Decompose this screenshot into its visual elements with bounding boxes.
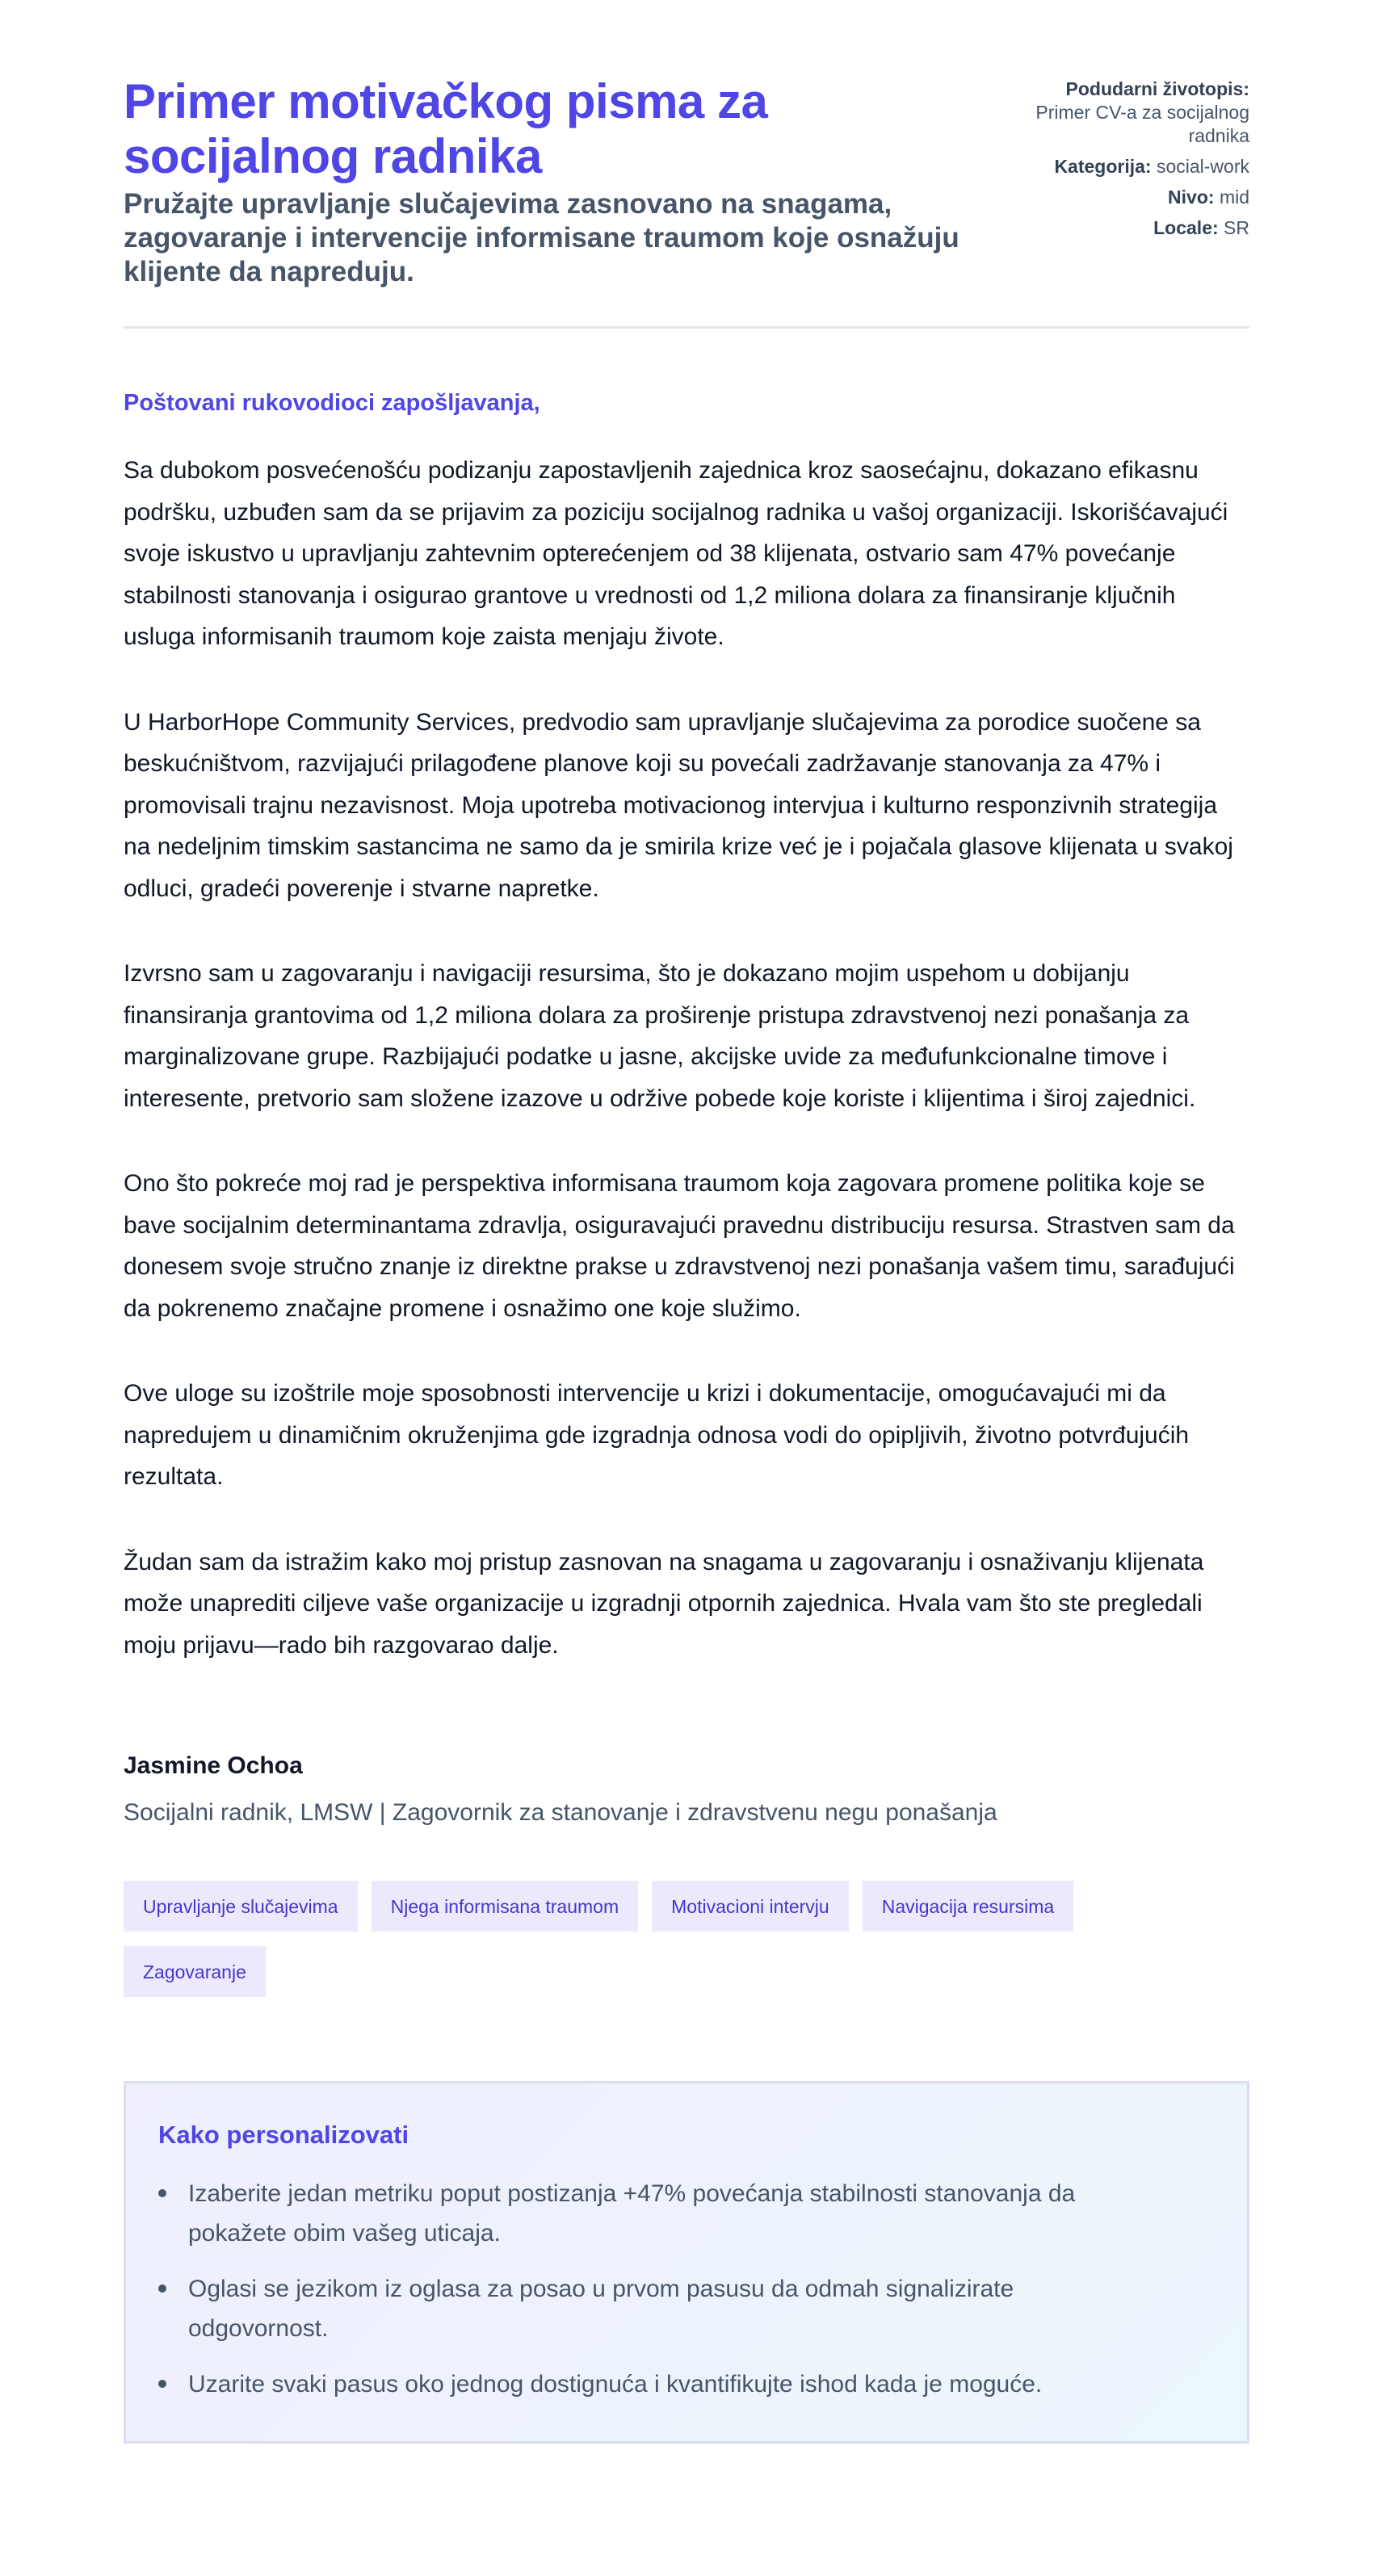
tip-item: [158, 2174, 1160, 2253]
meta-category: [1008, 155, 1249, 178]
page-subtitle: Pružajte upravljanje slučajevima zasnovano na snagama, zagovaranje i intervencije informisane traumom koje osnažuju klijente da napreduju.: [124, 188, 959, 287]
meta-locale-value: SR: [1224, 217, 1249, 238]
skill-tags: [124, 1881, 1190, 1997]
meta-matched-resume-label: Podudarni životopis:: [1065, 78, 1249, 99]
skill-tag[interactable]: Upravljanje slučajevima: [124, 1881, 358, 1932]
tip-text: Uzarite svaki pasus oko jednog dostignuća i kvantifikujte ishod kada je moguće.: [188, 2371, 1043, 2398]
bullet-icon: [158, 2380, 166, 2388]
letter-body: [124, 387, 1249, 1829]
meta-level: [1008, 186, 1249, 209]
meta-category-label: Kategorija:: [1054, 156, 1152, 177]
meta-level-value: mid: [1219, 187, 1249, 208]
letter-paragraph: Izvrsno sam u zagovaranju i navigaciji resursima, što je dokazano mojim uspehom u dobijanju finansiranja grantovima od 1,2 miliona dolara za proširenje pristupa zdravstvenoj nezi ponašanja za marginalizovane grupe. Razbijajući podatke u jasne, akcijske uvide za međufunkcionalne timove i interesente, pretvorio sam složene izazove u održive pobede koje koriste i klijentima i široj zajednici.: [124, 960, 1196, 1112]
personalization-tips-box: [124, 2081, 1249, 2444]
meta-locale: [1008, 216, 1249, 240]
meta-matched-resume: [1008, 78, 1249, 148]
tip-text: Oglasi se jezikom iz oglasa za posao u prvom pasusu da odmah signalizirate odgovornost.: [188, 2276, 1014, 2342]
skill-tag[interactable]: Navigacija resursima: [863, 1881, 1073, 1932]
tip-item: [158, 2269, 1160, 2348]
page-title: Primer motivačkog pisma za socijalnog radnika: [124, 74, 768, 183]
letter-paragraph: U HarborHope Community Services, predvodio sam upravljanje slučajevima za porodice suočene sa beskućništvom, razvijajući prilagođene planove koji su povećali zadržavanje stanovanja za 47% i promovisali trajnu nezavisnost. Moja upotreba motivacionog intervjua i kulturno responzivnih strategija na nedeljnim timskim sastancima ne samo da je smirila krize već je i pojačala glasove klijenata u svakoj odluci, gradeći poverenje i stvarne napretke.: [124, 708, 1233, 902]
letter-paragraph: Ove uloge su izoštrile moje sposobnosti intervencije u krizi i dokumentacije, omogućavajući mi da napredujem u dinamičnim okruženjima gde izgradnja odnosa vodi do opipljivih, životno potvrđujućih rezultata.: [124, 1380, 1190, 1490]
signature-block: [124, 1750, 1249, 1829]
header-titles: [124, 74, 1008, 289]
tip-text: Izaberite jedan metriku poput postizanja +47% povećanja stabilnosti stanovanja da pokažete obim vašeg uticaja.: [188, 2180, 1076, 2247]
tips-list: [158, 2174, 1215, 2404]
page-header: [124, 74, 1249, 329]
meta-level-label: Nivo:: [1168, 187, 1215, 208]
letter-paragraph: Žudan sam da istražim kako moj pristup zasnovan na snagama u zagovaranju i osnaživanju klijenata može unaprediti ciljeve vaše organizacije u izgradnji otpornih zajednica. Hvala vam što ste pregledali moju prijavu—rado bih razgovarao dalje.: [124, 1548, 1204, 1659]
meta-panel: [1008, 78, 1249, 247]
tips-title: Kako personalizovati: [158, 2121, 409, 2149]
signature-title: Socijalni radnik, LMSW | Zagovornik za stanovanje i zdravstvenu negu ponašanja: [124, 1799, 997, 1826]
salutation: Poštovani rukovodioci zapošljavanja,: [124, 390, 540, 416]
letter-paragraph: Sa dubokom posvećenošću podizanju zapostavljenih zajednica kroz saosećajnu, dokazano efikasnu podršku, uzbuđen sam da se prijavim za poziciju socijalnog radnika u vašoj organizaciji. Iskorišćavajući svoje iskustvo u upravljanju zahtevnim opterećenjem od 38 klijenata, ostvario sam 47% povećanje stabilnosti stanovanja i osigurao grantove u vrednosti od 1,2 miliona dolara za finansiranje ključnih usluga informisanih traumom koje zaista menjaju živote.: [124, 457, 1228, 650]
meta-locale-label: Locale:: [1153, 217, 1219, 238]
meta-matched-resume-value[interactable]: Primer CV-a za socijalnog radnika: [1035, 102, 1249, 146]
skill-tag[interactable]: Zagovaranje: [124, 1946, 266, 1997]
skill-tag[interactable]: Njega informisana traumom: [372, 1881, 639, 1932]
meta-category-value: social-work: [1156, 156, 1249, 177]
tip-item: [158, 2364, 1160, 2404]
signature-name: Jasmine Ochoa: [124, 1752, 303, 1779]
bullet-icon: [158, 2284, 166, 2293]
letter-paragraph: Ono što pokreće moj rad je perspektiva informisana traumom koja zagovara promene politika koje se bave socijalnim determinantama zdravlja, osiguravajući pravednu distribuciju resursa. Strastven sam da donesem svoje stručno znanje iz direktne prakse u zdravstvenoj nezi ponašanja vašem timu, sarađujući da pokrenemo značajne promene i osnažimo one koje služimo.: [124, 1170, 1235, 1322]
skill-tag[interactable]: Motivacioni intervju: [652, 1881, 849, 1932]
bullet-icon: [158, 2189, 166, 2197]
